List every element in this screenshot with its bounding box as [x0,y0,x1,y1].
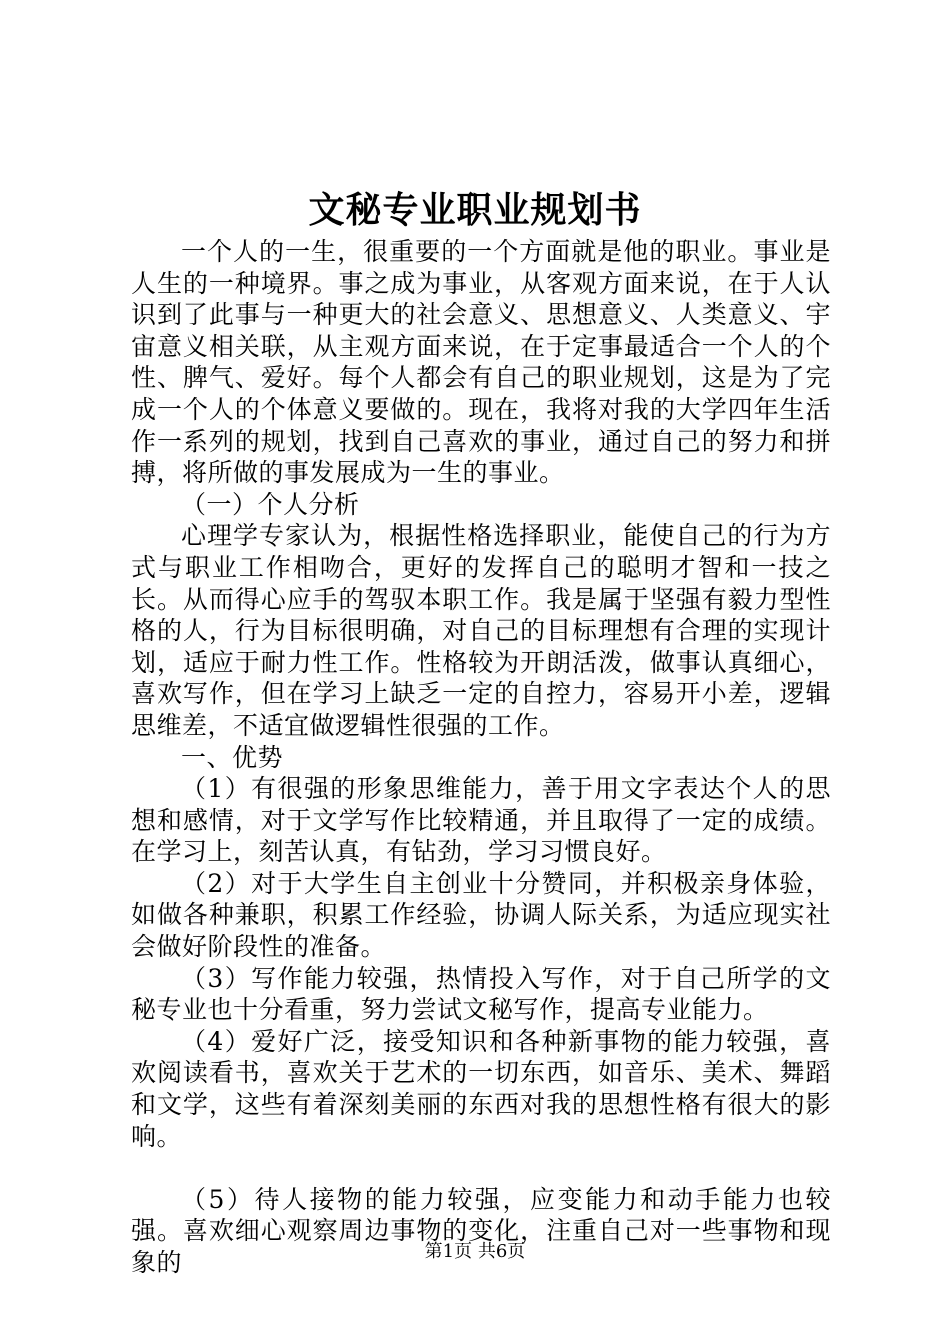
advantage-item-2: （2）对于大学生自主创业十分赞同，并积极亲身体验，如做各种兼职，积累工作经验，协调人际关系，为适应现实社会做好阶段性的准备。 [131,868,831,962]
section-heading-advantages: 一、优势 [181,742,284,772]
advantage-item-3: （3）写作能力较强，热情投入写作，对于自己所学的文秘专业也十分看重，努力尝试文秘写作，提高专业能力。 [131,963,831,1025]
section-heading-personal-analysis: （一）个人分析 [181,489,360,519]
paragraph-intro: 一个人的一生，很重要的一个方面就是他的职业。事业是人生的一种境界。事之成为事业，从客观方面来说，在于人认识到了此事与一种更大的社会意义、思想意义、人类意义、宇宙意义相关联，从主观方面来说，在于定事最适合一个人的个性、脾气、爱好。每个人都会有自己的职业规划，这是为了完成一个人的个体意义要做的。现在，我将对我的大学四年生活作一系列的规划，找到自己喜欢的事业，通过自己的努力和拼搏，将所做的事发展成为一生的事业。 [131,237,831,488]
document-body [131,236,831,1279]
advantage-item-5: （5）待人接物的能力较强，应变能力和动手能力也较强。喜欢细心观察周边事物的变化，注重自己对一些事物和现象的 [131,1184,831,1277]
paragraph-personality: 心理学专家认为，根据性格选择职业，能使自己的行为方式与职业工作相吻合，更好的发挥自己的聪明才智和一技之长。从而得心应手的驾驭本职工作。我是属于坚强有毅力型性格的人，行为目标很明确，对自己的目标理想有合理的实现计划，适应于耐力性工作。性格较为开朗活泼，做事认真细心，喜欢写作，但在学习上缺乏一定的自控力，容易开小差，逻辑思维差，不适宜做逻辑性很强的工作。 [131,521,831,740]
advantage-item-1: （1）有很强的形象思维能力，善于用文字表达个人的思想和感情，对于文学写作比较精通，并且取得了一定的成绩。在学习上，刻苦认真，有钻劲，学习习惯良好。 [131,774,831,867]
page-number-footer: 第1页 共6页 [424,1241,526,1262]
document-title: 文秘专业职业规划书 [308,189,642,231]
advantage-item-4: （4）爱好广泛，接受知识和各种新事物的能力较强，喜欢阅读看书，喜欢关于艺术的一切东西，如音乐、美术、舞蹈和文学，这些有着深刻美丽的东西对我的思想性格有很大的影响。 [131,1026,831,1151]
